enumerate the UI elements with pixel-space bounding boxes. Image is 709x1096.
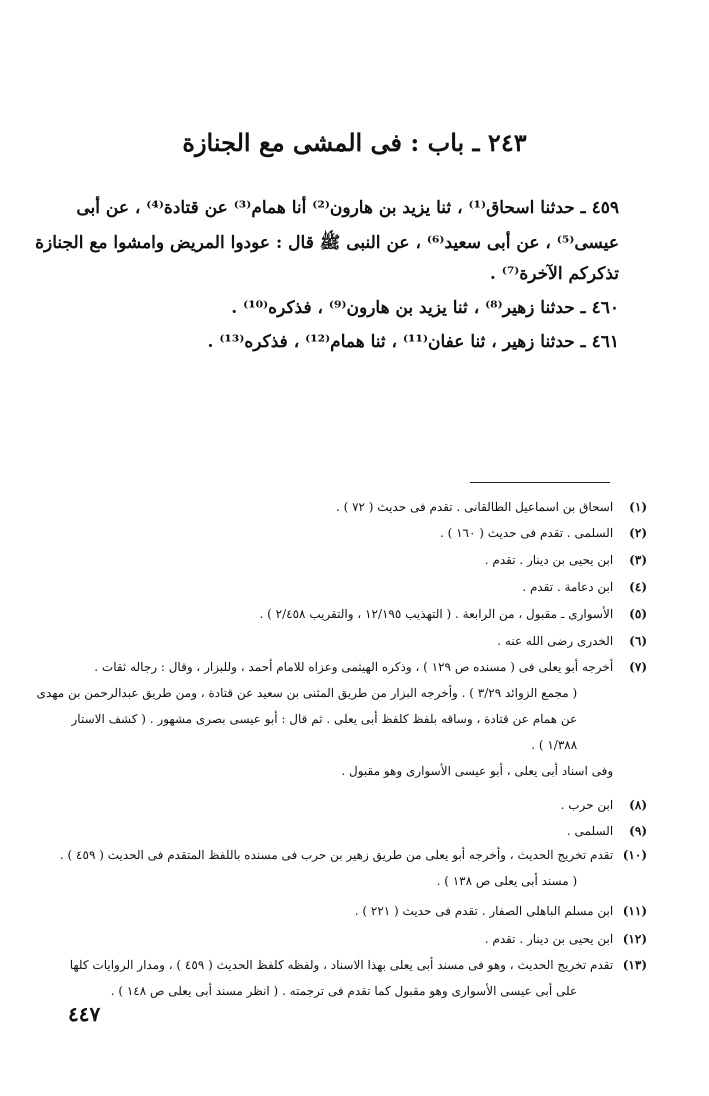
footnote-line <box>47 500 647 514</box>
footnote-text: ١/٣٨٨ ) . <box>531 738 578 752</box>
footnote-line <box>47 764 647 778</box>
footnote-number: (١٣) <box>622 958 647 972</box>
hadith-line-1: ٤٥٩ ـ حدثنا اسحاق⁽¹⁾ ، ثنا يزيد بن هارون⁽²⁾ أنا همام⁽³⁾ عن قتادة⁽⁴⁾ ، عن أبى <box>76 198 619 218</box>
footnote-text: السلمى . <box>566 824 614 838</box>
footnote-text: على أبى عيسى الأسوارى وهو مقبول كما تقدم فى ترجمته . ( انظر مسند أبى يعلى ص ١٤٨ ) . <box>110 984 578 998</box>
footnote-text: الأسوارى ـ مقبول ، من الرابعة . ( التهذيب ١٢/١٩٥ ، والتقريب ٢/٤٥٨ ) . <box>259 607 614 621</box>
footnote-text: ( مجمع الزوائد ٣/٢٩ ) . وأخرجه البزار من طريق المثنى بن سعيد عن قتادة ، ومن طريق عبدالرحمن بن مهدى <box>36 686 578 700</box>
footnote-line <box>47 958 647 972</box>
footnote-line <box>47 848 647 862</box>
chapter-title: ٢٤٣ ـ باب : فى المشى مع الجنازة <box>182 128 527 157</box>
footnote-text: ابن حرب . <box>560 798 614 812</box>
footnote-text: ( مسند أبى يعلى ص ١٣٨ ) . <box>436 874 578 888</box>
footnote-number: (٤) <box>629 580 647 594</box>
footnote-text: ابن يحيى بن دينار . تقدم . <box>484 553 614 567</box>
footnote-number: (١) <box>629 500 647 514</box>
footnote-line <box>47 553 647 567</box>
footnote-text: تقدم تخريج الحديث ، وهو فى مسند أبى يعلى بهذا الاسناد ، ولفظه كلفظ الحديث ( ٤٥٩ ) ، ومدار الروايات كلها <box>69 958 614 972</box>
footnote-text: وفى اسناد أبى يعلى ، أبو عيسى الأسوارى وهو مقبول . <box>341 764 614 778</box>
footnote-line <box>47 634 647 648</box>
footnote-line <box>47 712 647 726</box>
footnote-text: أخرجه أبو يعلى فى ( مسنده ص ١٢٩ ) ، وذكره الهيثمى وعزاه للامام أحمد ، وللبزار ، وقال : رجاله ثقات . <box>94 660 614 674</box>
footnote-line <box>47 607 647 621</box>
footnote-number: (١١) <box>622 904 647 918</box>
footnote-number: (٢) <box>629 526 647 540</box>
footnote-line <box>47 798 647 812</box>
footnote-line <box>47 580 647 594</box>
footnote-text: ابن يحيى بن دينار . تقدم . <box>484 932 614 946</box>
footnote-line <box>47 984 647 998</box>
footnote-text: عن همام عن قتادة ، وساقه بلفظ كلفظ أبى يعلى . ثم قال : أبو عيسى بصرى مشهور . ( كشف الاستار <box>71 712 578 726</box>
footnote-text: الخدرى رضى الله عنه . <box>497 634 614 648</box>
hadith-line-5: ٤٦١ ـ حدثنا زهير ، ثنا عفان⁽¹¹⁾ ، ثنا همام⁽¹²⁾ ، فذكره⁽¹³⁾ . <box>207 332 619 352</box>
footnote-line <box>47 660 647 674</box>
footnote-number: (٥) <box>629 607 647 621</box>
hadith-line-2: عيسى⁽⁵⁾ ، عن أبى سعيد⁽⁶⁾ ، عن النبى ﷺ قال : عودوا المريض وامشوا مع الجنازة <box>35 233 619 253</box>
footnote-line <box>47 904 647 918</box>
footnote-number: (٣) <box>629 553 647 567</box>
footnote-line <box>47 738 647 752</box>
footnote-line <box>36 686 647 700</box>
page-number: ٤٤٧ <box>68 1002 101 1026</box>
footnote-text: تقدم تخريج الحديث ، وأخرجه أبو يعلى من طريق زهير بن حرب فى مسنده باللفظ المتقدم فى الحديث ( ٤٥٩ ) . <box>59 848 614 862</box>
footnote-number: (٧) <box>629 660 647 674</box>
footnote-number: (١٠) <box>622 848 647 862</box>
footnote-line <box>47 932 647 946</box>
footnote-line <box>47 874 647 888</box>
footnote-text: ابن دعامة . تقدم . <box>522 580 614 594</box>
footnote-line <box>47 526 647 540</box>
footnote-number: (٨) <box>629 798 647 812</box>
hadith-line-4: ٤٦٠ ـ حدثنا زهير⁽⁸⁾ ، ثنا يزيد بن هارون⁽⁹⁾ ، فذكره⁽¹⁰⁾ . <box>231 298 619 318</box>
footnote-number: (٦) <box>629 634 647 648</box>
footnote-text: اسحاق بن اسماعيل الطالقانى . تقدم فى حديث ( ٧٢ ) . <box>335 500 614 514</box>
footnote-separator <box>470 482 610 483</box>
hadith-line-3: تذكركم الآخرة⁽⁷⁾ . <box>489 264 619 284</box>
footnote-number: (١٢) <box>622 932 647 946</box>
footnote-number: (٩) <box>629 824 647 838</box>
footnote-text: ابن مسلم الباهلى الصفار . تقدم فى حديث ( ٢٢١ ) . <box>354 904 614 918</box>
footnote-text: السلمى . تقدم فى حديث ( ١٦٠ ) . <box>439 526 614 540</box>
footnote-line <box>47 824 647 838</box>
